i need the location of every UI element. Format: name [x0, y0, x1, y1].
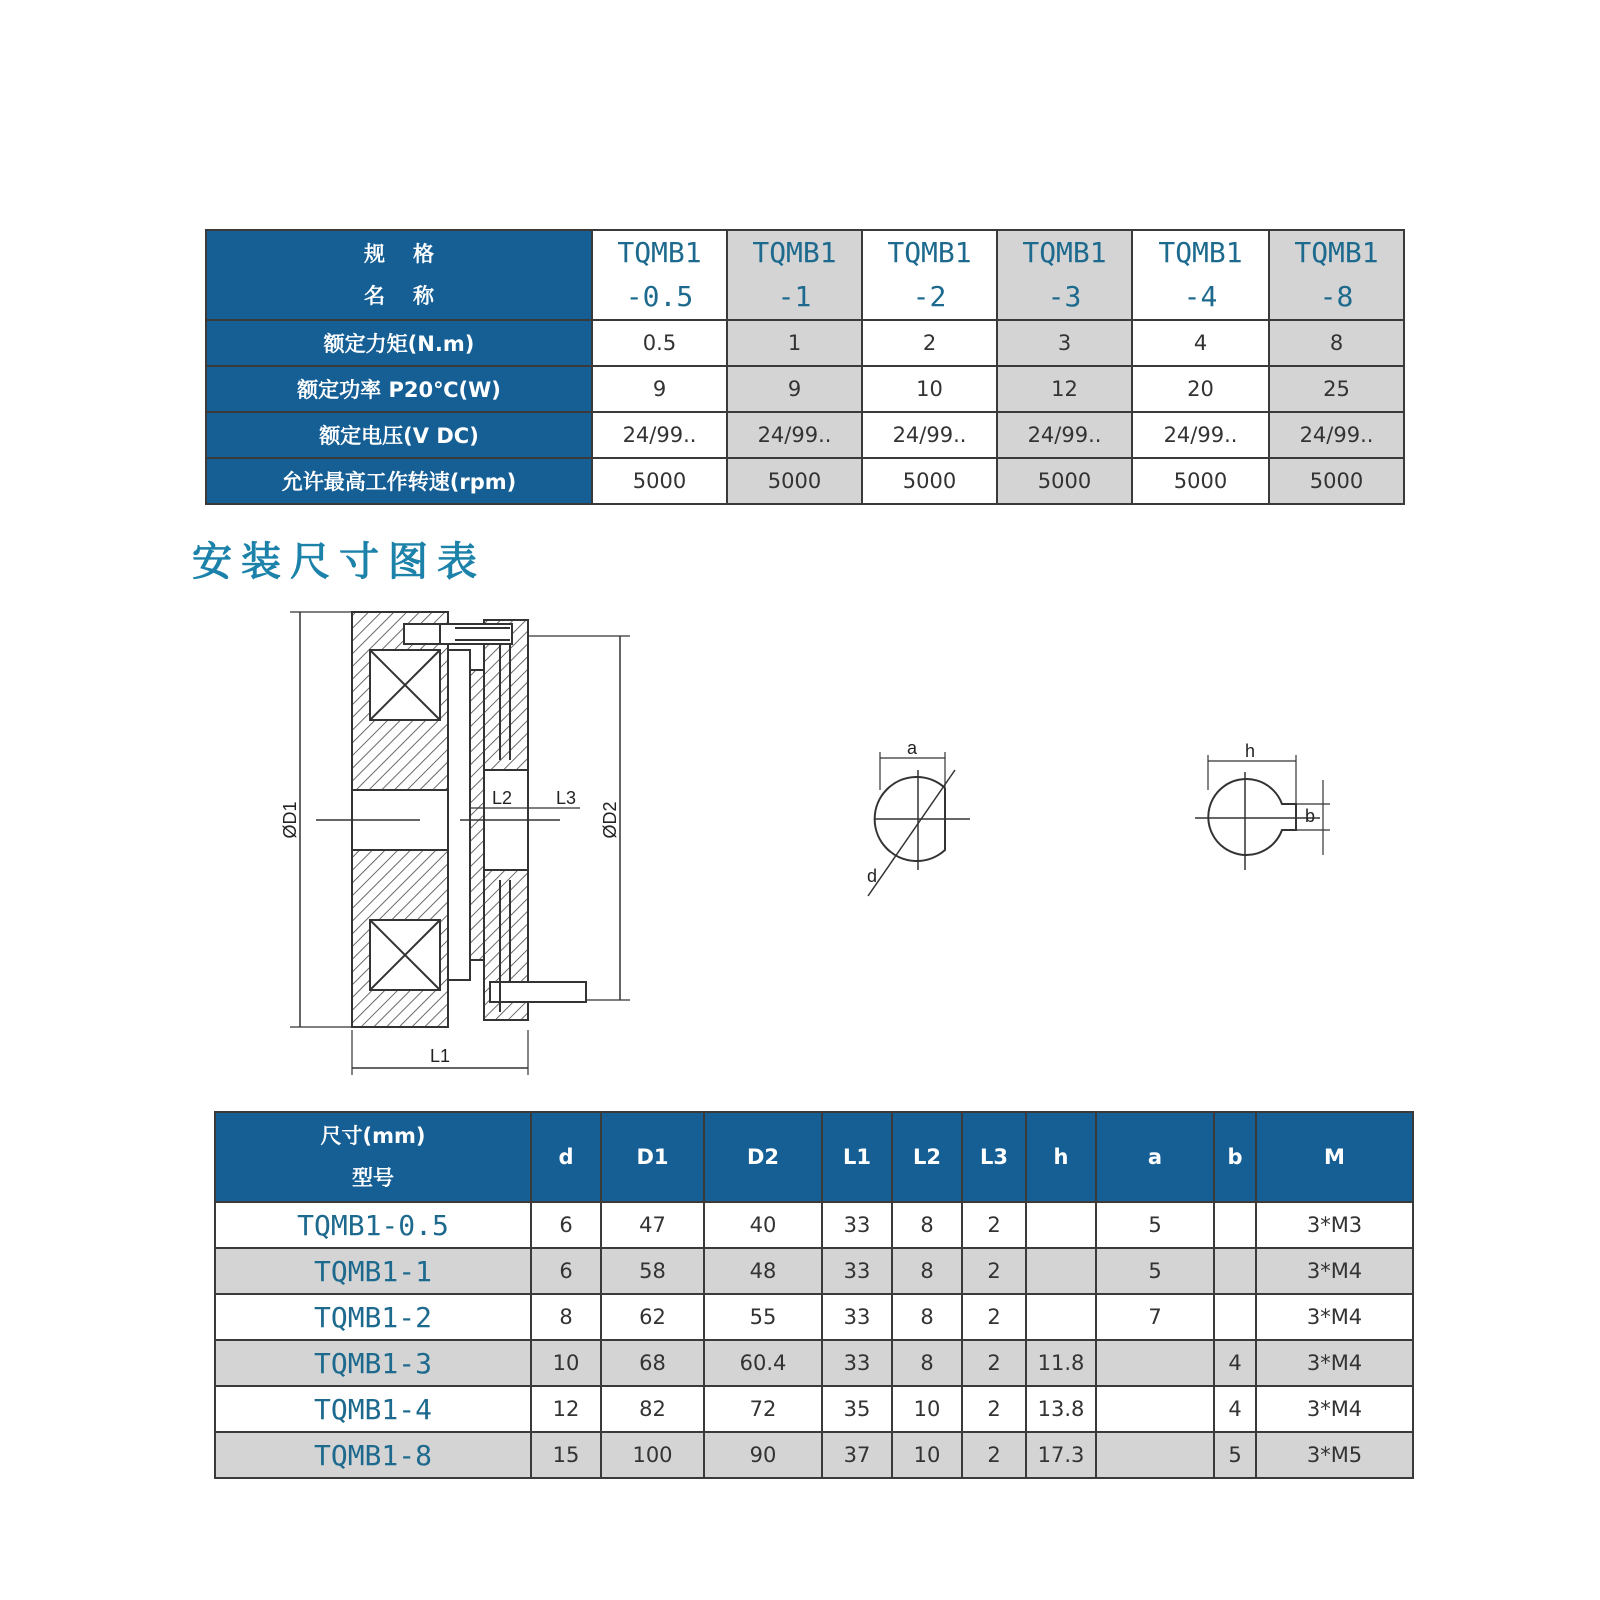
dim-cell: 100 [601, 1432, 704, 1478]
table-row [215, 1340, 1413, 1386]
dim-cell [1214, 1202, 1256, 1248]
dim-cell: 3*M4 [1256, 1294, 1413, 1340]
dim-cell: 82 [601, 1386, 704, 1432]
table-row [215, 1386, 1413, 1432]
dim-header-top: 尺寸(mm) [320, 1124, 426, 1148]
dim-cell: 55 [704, 1294, 822, 1340]
dim-cell [1026, 1248, 1096, 1294]
model-line1: TQMB1 [617, 236, 702, 269]
section-title: 安装尺寸图表 [192, 538, 486, 585]
dim-table-body [215, 1202, 1413, 1478]
dim-cell [1026, 1294, 1096, 1340]
dim-cell: 8 [892, 1340, 962, 1386]
row-label: 额定功率 P20℃(W) [206, 366, 592, 412]
dim-cell: 2 [962, 1294, 1026, 1340]
spec-cell: 24/99.. [1269, 412, 1404, 458]
spec-cell: 3 [997, 320, 1132, 366]
spec-cell: 20 [1132, 366, 1269, 412]
model-line2: -8 [1319, 280, 1354, 313]
dim-model-cell [215, 1386, 531, 1432]
dim-cell: 37 [822, 1432, 892, 1478]
dim-cell: 58 [601, 1248, 704, 1294]
dim-cell: 33 [822, 1340, 892, 1386]
dim-cell: 62 [601, 1294, 704, 1340]
col-header: b [1214, 1112, 1256, 1202]
table-row [215, 1202, 1413, 1248]
dim-model-cell [215, 1340, 531, 1386]
dim-cell: 40 [704, 1202, 822, 1248]
model-line1: TQMB1 [752, 236, 837, 269]
dim-header-label [215, 1112, 531, 1202]
spec-cell: 8 [1269, 320, 1404, 366]
dim-cell [1096, 1432, 1214, 1478]
dim-cell [1214, 1248, 1256, 1294]
col-header: d [531, 1112, 601, 1202]
col-header: a [1096, 1112, 1214, 1202]
label-d: d [866, 866, 878, 886]
dimension-table [214, 1111, 1414, 1479]
model-name: TQMB1-4 [313, 1392, 432, 1426]
dim-cell: 35 [822, 1386, 892, 1432]
dim-model-cell [215, 1248, 531, 1294]
spec-cell: 5000 [862, 458, 997, 504]
model-name: TQMB1-8 [313, 1438, 432, 1472]
dim-header-bottom: 型号 [352, 1166, 394, 1190]
spec-cell: 0.5 [592, 320, 727, 366]
spec-cell: 5000 [592, 458, 727, 504]
row-label: 额定电压(V DC) [206, 412, 592, 458]
dim-cell: 6 [531, 1248, 601, 1294]
spec-cell: 24/99.. [862, 412, 997, 458]
dim-cell: 8 [892, 1202, 962, 1248]
dim-cell: 5 [1096, 1202, 1214, 1248]
spec-cell: 5000 [727, 458, 862, 504]
table-row [215, 1294, 1413, 1340]
dim-cell: 2 [962, 1340, 1026, 1386]
col-header: D1 [601, 1112, 704, 1202]
dim-cell [1026, 1202, 1096, 1248]
model-line2: -1 [777, 280, 812, 313]
dim-cell: 15 [531, 1432, 601, 1478]
row-label: 允许最高工作转速(rpm) [206, 458, 592, 504]
col-header: D2 [704, 1112, 822, 1202]
col-header: L2 [892, 1112, 962, 1202]
spec-header-line1: 规格 [364, 242, 462, 266]
dim-cell: 6 [531, 1202, 601, 1248]
cross-section-view [290, 612, 630, 1075]
dim-cell [1214, 1294, 1256, 1340]
dim-cell: 12 [531, 1386, 601, 1432]
spec-cell: 24/99.. [1132, 412, 1269, 458]
label-l3: L3 [555, 788, 577, 808]
model-name: TQMB1-2 [313, 1300, 432, 1334]
table-row [215, 1432, 1413, 1478]
spec-cell: 2 [862, 320, 997, 366]
row-label: 额定力矩(N.m) [206, 320, 592, 366]
spec-header-line2: 名称 [364, 284, 462, 308]
dim-cell: 3*M4 [1256, 1386, 1413, 1432]
dim-header-row [215, 1112, 1413, 1202]
spec-cell: 12 [997, 366, 1132, 412]
label-d2: ØD2 [600, 801, 620, 839]
model-name: TQMB1-3 [313, 1346, 432, 1380]
dim-cell: 8 [531, 1294, 601, 1340]
dim-cell: 2 [962, 1248, 1026, 1294]
dim-cell: 33 [822, 1294, 892, 1340]
dim-cell [1096, 1340, 1214, 1386]
dim-cell: 3*M5 [1256, 1432, 1413, 1478]
dim-model-cell [215, 1432, 531, 1478]
model-name: TQMB1-1 [313, 1254, 432, 1288]
dim-cell: 47 [601, 1202, 704, 1248]
spec-cell: 24/99.. [997, 412, 1132, 458]
table-row [215, 1248, 1413, 1294]
dim-cell: 13.8 [1026, 1386, 1096, 1432]
col-header: M [1256, 1112, 1413, 1202]
dim-cell: 3*M3 [1256, 1202, 1413, 1248]
label-b: b [1304, 806, 1316, 826]
dim-cell: 7 [1096, 1294, 1214, 1340]
spec-cell: 5000 [997, 458, 1132, 504]
model-line1: TQMB1 [1158, 236, 1243, 269]
dim-cell: 3*M4 [1256, 1248, 1413, 1294]
dim-cell: 4 [1214, 1386, 1256, 1432]
bottom-screw [490, 982, 586, 1002]
spec-cell: 9 [592, 366, 727, 412]
dim-cell: 10 [892, 1432, 962, 1478]
dim-cell: 8 [892, 1294, 962, 1340]
spec-cell: 1 [727, 320, 862, 366]
spec-cell: 25 [1269, 366, 1404, 412]
dim-cell: 68 [601, 1340, 704, 1386]
dim-cell: 72 [704, 1386, 822, 1432]
shaft-dcut-view [868, 752, 970, 896]
dim-cell: 2 [962, 1432, 1026, 1478]
dim-cell: 2 [962, 1202, 1026, 1248]
spec-cell: 5000 [1132, 458, 1269, 504]
dim-cell: 17.3 [1026, 1432, 1096, 1478]
dim-cell: 48 [704, 1248, 822, 1294]
label-l2: L2 [491, 788, 513, 808]
armature [448, 650, 470, 980]
spec-cell: 24/99.. [592, 412, 727, 458]
dim-cell: 33 [822, 1202, 892, 1248]
dim-cell: 10 [892, 1386, 962, 1432]
dim-model-cell [215, 1294, 531, 1340]
model-line2: -2 [912, 280, 947, 313]
dim-cell: 5 [1214, 1432, 1256, 1478]
spec-cell: 4 [1132, 320, 1269, 366]
dim-cell: 8 [892, 1248, 962, 1294]
label-d1: ØD1 [280, 801, 300, 839]
friction-pad [470, 670, 484, 960]
col-header: L3 [962, 1112, 1026, 1202]
model-name: TQMB1-0.5 [297, 1208, 449, 1242]
dim-cell: 3*M4 [1256, 1340, 1413, 1386]
label-l1: L1 [429, 1046, 451, 1066]
dim-model-cell [215, 1202, 531, 1248]
col-header: L1 [822, 1112, 892, 1202]
spec-cell: 5000 [1269, 458, 1404, 504]
dim-cell: 4 [1214, 1340, 1256, 1386]
model-line2: -3 [1047, 280, 1082, 313]
model-line1: TQMB1 [1022, 236, 1107, 269]
model-line2: -4 [1183, 280, 1218, 313]
dim-cell: 5 [1096, 1248, 1214, 1294]
label-a: a [906, 738, 918, 758]
dim-cell [1096, 1386, 1214, 1432]
spec-cell: 10 [862, 366, 997, 412]
spec-cell: 24/99.. [727, 412, 862, 458]
dim-cell: 10 [531, 1340, 601, 1386]
dim-cell: 2 [962, 1386, 1026, 1432]
dim-cell: 11.8 [1026, 1340, 1096, 1386]
dim-cell: 90 [704, 1432, 822, 1478]
spec-cell: 9 [727, 366, 862, 412]
model-line1: TQMB1 [1294, 236, 1379, 269]
model-line1: TQMB1 [887, 236, 972, 269]
dim-cell: 33 [822, 1248, 892, 1294]
label-h: h [1244, 741, 1256, 761]
dim-cell: 60.4 [704, 1340, 822, 1386]
col-header: h [1026, 1112, 1096, 1202]
model-line2: -0.5 [625, 280, 694, 313]
